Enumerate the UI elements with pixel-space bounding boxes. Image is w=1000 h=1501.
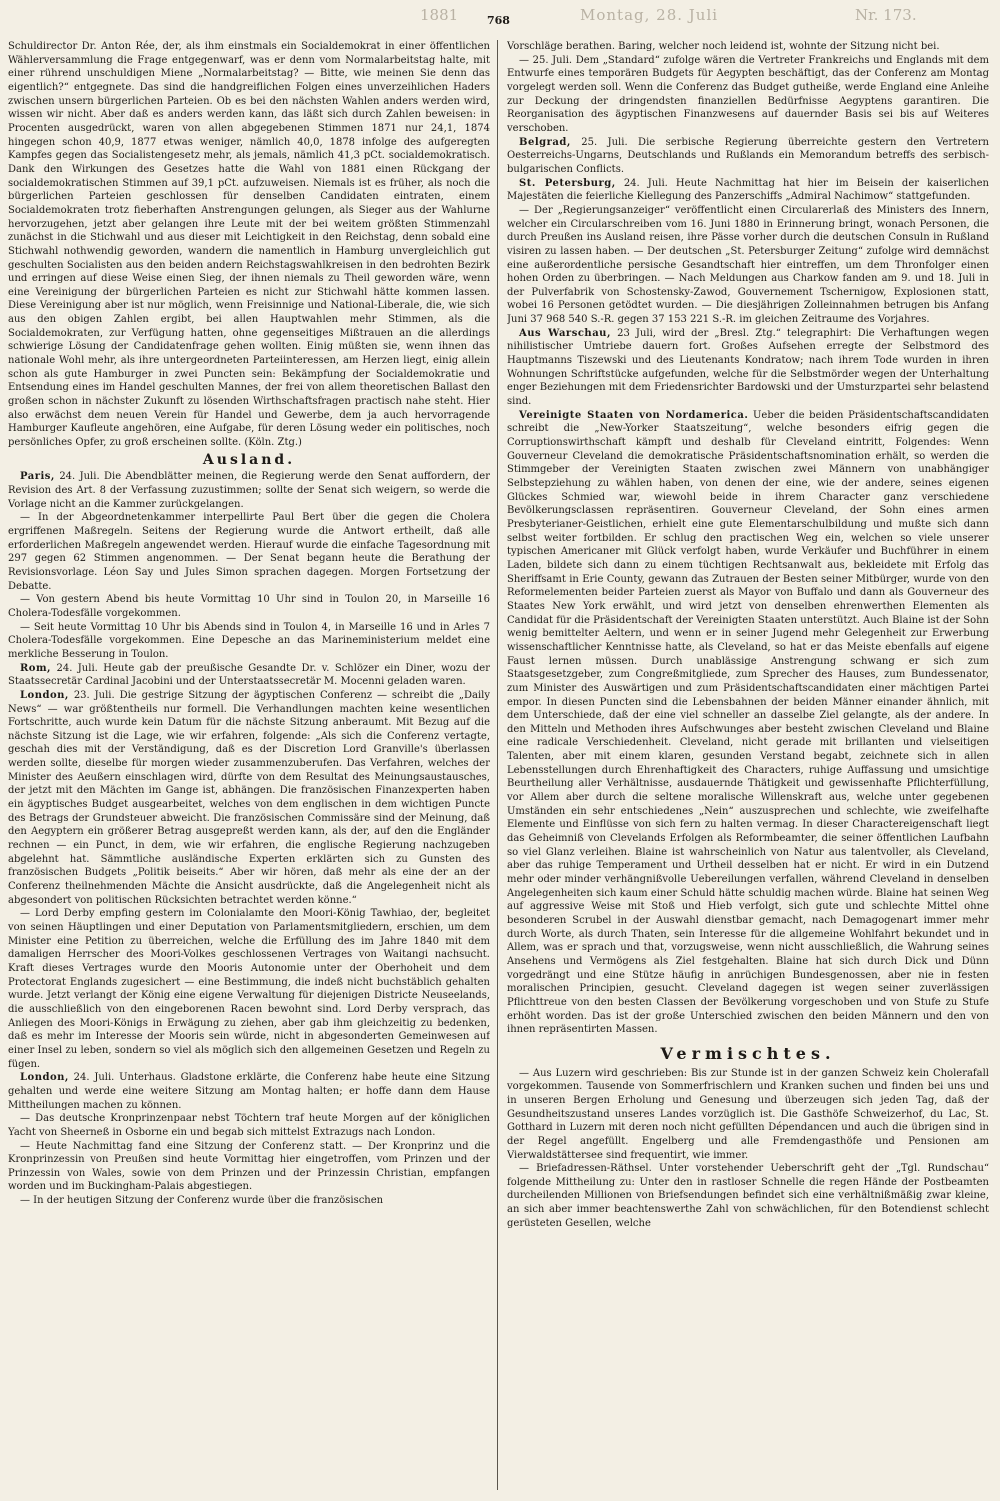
dispatch-london-standard: — 25. Juli. Dem „Standard“ zufolge wären die Vertreter Frankreichs und Englands mit dem Entwurfe eines temporären Budgets für Aegypten beschäftigt, das der Conferenz am Montag vorgelegt werden soll. Wenn die Conferenz das Budget gutheiße, werde England eine Anleihe zur Deckung der dringendsten finanziellen Bedürfnisse Aegyptens garantiren. Die Reorganisation des ägyptischen Finanzwesens auf dauernder Basis sei bis auf Weiteres verschoben.	[507, 54, 989, 134]
dispatch-london-continued: — In der heutigen Sitzung der Conferenz wurde über die französischen	[20, 1195, 384, 1207]
dispatch-united-states	[507, 409, 989, 1037]
dispatch-paris	[8, 470, 490, 511]
right-column	[507, 40, 989, 1492]
dateline-paris: Paris,	[20, 471, 55, 483]
dateline-london: London,	[20, 689, 69, 701]
dateline-london-2: London,	[20, 1072, 69, 1084]
dispatch-paris-chamber: — In der Abgeordnetenkammer interpellirte Paul Bert über die gegen die Cholera ergriffenen Maßregeln. Seitens der Regierung wurde die Antwort ertheilt, daß alle erforderlichen Maßregeln angewendet werden. Hierauf wurde die einfache Tagesordnung mit 297 gegen 62 Stimmen angenommen. — Der Senat begann heute die Berathung der Revisionsvorlage. Léon Say und Jules Simon sprachen dagegen. Morgen Fortsetzung der Debatte.	[8, 512, 490, 592]
dateline-united-states: Vereinigte Staaten von Nordamerica.	[519, 409, 749, 421]
dispatch-paris-cholera: — Seit heute Vormittag 10 Uhr bis Abends sind in Toulon 4, in Marseille 16 und in Arles 7 Cholera-Todesfälle vorgekommen. Eine Depesche an das Marineministerium meldet eine merkliche Besserung in Toulon.	[8, 621, 490, 660]
dispatch-warsaw-text: 23 Juli, wird der „Bresl. Ztg.“ telegraphirt: Die Verhaftungen wegen nihilistischer Umtriebe dauern fort. Großes Aufsehen erregte der Selbstmord des Hauptmanns Tiszewski und des Lieutenants Kondratow; nach ihrem Tode wurden in ihren Wohnungen Schriftstücke aufgefunden, welche für die Selbstmörder wegen der Unterhaltung enger Beziehungen mit dem Friedensrichter Bardowski und der Umsturzpartei sehr belastend sind.	[507, 327, 989, 408]
left-column	[8, 40, 490, 1492]
dispatch-london-baring: Vorschläge berathen. Baring, welcher noch leidend ist, wohnte der Sitzung nicht bei.	[507, 41, 940, 52]
dispatch-united-states-text: Ueber die beiden Präsidentschaftscandidaten schreibt die „New-Yorker Staatszeitung“, welche besonders eifrig gegen die Corruptionswirthschaft kämpft und deshalb für Cleveland eintritt, Folgendes: Wenn Gouverneur Cleveland die demokratische Präsidentschaftsnomination erhält, so werden die Stimmgeber der Vereinigten Staaten zwischen zwei Männern von unabhängiger Selbstерziehung zu wählen haben, von denen der eine, wie der andere, seines eigenen Glückes Schmied war, wiewohl beide in ihrem Character ganz verschiedene Bevölkerungsclassen repräsentiren. Gouverneur Cleveland, der Sohn eines armen Presbyterianer-Geistlichen, erhielt eine gute Elementarschulbildung und mußte sich dann selbst weiter fortbilden. Er schlug den practischen Weg ein, welchen so viele unserer typischen Americaner mit Glück verfolgt haben, wurde Verkäufer und Buchführer in einem Laden, bildete sich dann zu einem tüchtigen Rechtsanwalt aus, bekleidete mit Erfolg das Sheriffsamt in Erie County, gewann das Zutrauen der Besten seiner Mitbürger, wurde von den Reformelementen beider Parteien zuerst als Mayor von Buffalo und dann als Gouverneur des Staates New York erwählt, und wird jetzt von denselben ehrenwerthen Elementen als Candidat für die Präsidentschaft der Vereinigten Staaten unterstützt. Auch Blaine ist der Sohn wenig bemittelter Aeltern, und wenn er in seiner Jugend mehr Gelegenheit zur Erwerbung wissenschaftlicher Kenntnisse hatte, als Cleveland, so hat er das Meiste ebenfalls auf eigene Faust lernen müssen. Durch unablässige Anstrengung schwang er sich zum Staatsgesetzgeber, zum Congreßmitgliede, zum Sprecher des Hauses, zum Bundessenator, zum Minister des Auswärtigen und zum Präsidentschaftscandidaten einer mächtigen Partei empor. In diesen Puncten sind die Lebensbahnen der beiden Männer einander ähnlich, mit dem Unterschiede, daß der eine viel schneller an dasselbe Ziel gelangte, als der andere. In den Mitteln und Methoden ihres Aufschwunges aber besteht zwischen Cleveland und Blaine eine radicale Verschiedenheit. Cleveland, nicht gerade mit brillanten und vielseitigen Talenten, aber mit einem klaren, gesunden Verstand begabt, zeichnete sich in allen Lebensstellungen durch Ehrenhaftigkeit des Characters, ruhige Auffassung und umsichtige Beurtheilung aller Verhältnisse, ausdauernde Thätigkeit und gewissenhafte Pflichterfüllung, vor Allem aber durch die seltene moralische Willenskraft aus, welche unter gegebenen Umständen ein sehr entschiedenes „Nein“ auszusprechen und schlechte, wie zweifelhafte Elemente und Einflüsse von sich fern zu halten vermag. In dieser Charactereigenschaft liegt das Geheimniß von Clevelands Erfolgen als Reformbeamter, die seiner öffentlichen Laufbahn so viel Glanz verleihen. Blaine ist wahrscheinlich von Natur aus talentvoller, als Cleveland, aber das ruhige Temperament und Urtheil desselben hat er nicht. Er wird in ein Dutzend mehr oder minder verhängnißvolle Uebereilungen verfallen, während Cleveland in denselben Angelegenheiten sich kaum einer Schuld hätte schuldig machen würde. Blaine hat seinen Weg auf aggressive Weise mit Stoß und Hieb verfolgt, sich gute und schlechte Mittel ohne besonderen Scrubel in der Auswahl dienstbar gemacht, nach Demagogenart immer mehr durch Worte, als durch Thaten, sein Interesse für die allgemeine Wohlfahrt bekundet und in Allem, was er sprach und that, vorzugsweise, wenn nicht ausschließlich, die Wahrung seines Ansehens und Vermögens als Ziel festgehalten. Blaine hat sich durch Dick und Dünn vorgedrängt und eine Stütze häufig in anrüchigen Bundesgenossen, aber nie in festen moralischen Principien, gesucht. Cleveland dagegen ist wegen seiner zuverlässigen Pflichttreue von den besten Classen der Bevölkerung vorgeschoben und von Stufe zu Stufe erhöht worden. Das ist der große Unterschied zwischen den beiden Männern und den von ihnen repräsentirten Massen.	[507, 409, 989, 1036]
dispatch-st-petersburg	[507, 177, 989, 204]
dispatch-warsaw	[507, 327, 989, 409]
page-number: 768	[487, 14, 510, 27]
faded-year: 1881	[420, 6, 459, 24]
dispatch-london-commons-text: 24. Juli. Unterhaus. Gladstone erklärte, die Conferenz habe heute eine Sitzung gehalten und werde eine weitere Sitzung am Montag halten; er hoffe dann dem Hause Mittheilungen machen zu können.	[8, 1072, 490, 1111]
dispatch-paris-text: 24. Juli. Die Abendblätter meinen, die Regierung werde den Senat auffordern, der Revision des Art. 8 der Verfassung zuzustimmen; sollte der Senat sich weigern, so werde die Vorlage nicht an die Kammer zurückgelangen.	[8, 471, 490, 510]
dispatch-paris-toulon: — Von gestern Abend bis heute Vormittag 10 Uhr sind in Toulon 20, in Marseille 16 Cholera-Todesfälle vorgekommen.	[8, 594, 490, 619]
dateline-rome: Rom,	[20, 662, 52, 674]
dispatch-london-derby: — Lord Derby empfing gestern im Colonialamte den Moori-König Tawhiao, der, begleitet von seinen Häuptlingen und einer Deputation von Parlamentsmitgliedern, erschien, um dem Minister eine Petition zu überreichen, welche die Erfüllung des im Jahre 1840 mit dem damaligen Herrscher des Moori-Volkes geschlossenen Vertrages von Waitangi nachsucht. Kraft dieses Vertrages wurde den Mooris Autonomie unter der Oberhoheit und dem Protectorat Englands zugesichert — eine Bestimmung, die indeß nicht buchstäblich gehalten wurde. Jetzt verlangt der König eine eigene Verwaltung für diejenigen Districte Neuseelands, die ausschließlich von den eingeborenen Racen bewohnt sind. Lord Derby versprach, das Anliegen des Moori-Königs in Erwägung zu ziehen, aber gab ihm gleichzeitig zu bedenken, daß es mehr im Interesse der Mooris sein würde, nicht in abgesonderten Gemeinwesen auf einer Insel zu leben, sondern so viel als möglich sich den allgemeinen Gesetzen und Regeln zu fügen.	[8, 908, 490, 1070]
section-heading-ausland: Ausland.	[202, 451, 296, 468]
dispatch-belgrade	[507, 136, 989, 177]
dispatch-st-petersburg-notes: — Der „Regierungsanzeiger“ veröffentlicht einen Circularerlaß des Ministers des Innern, welcher ein Circularschreiben vom 16. Juni 1880 in Erinnerung bringt, wonach Personen, die durch Preußen ins Ausland reisen, ihre Pässe vorher durch die deutschen Consuln in Rußland visiren zu lassen haben. — Der deutschen „St. Petersburger Zeitung“ zufolge wird demnächst eine außerordentliche persische Gesandtschaft hier eintreffen, um dem Thronfolger einen hohen Orden zu überbringen. — Nach Meldungen aus Charkow fanden am 9. und 18. Juli in der Pulverfabrik von Schostensky-Zawod, Gouvernement Tschernigow, Explosionen statt, wobei 16 Personen getödtet wurden. — Die diesjährigen Zolleinnahmen betrugen bis Anfang Juni 37 968 540 S.-R. gegen 37 153 221 S.-R. im gleichen Zeitraume des Vorjahres.	[507, 204, 989, 326]
dispatch-st-petersburg-text: 24. Juli. Heute Nachmittag hat hier im Beisein der kaiserlichen Majestäten die feierliche Kiellegung des Panzerschiffs „Admiral Nachimow“ stattgefunden.	[507, 177, 989, 203]
column-divider	[497, 40, 498, 1490]
running-header	[0, 4, 1000, 30]
dispatch-london-crown-prince: — Das deutsche Kronprinzenpaar nebst Töchtern traf heute Morgen auf der königlichen Yacht von Sheerneß in Osborne ein und begab sich mittelst Extrazugs nach London.	[8, 1113, 490, 1138]
dispatch-london-text: 23. Juli. Die gestrige Sitzung der ägyptischen Conferenz — schreibt die „Daily News“ — war größtentheils nur formell. Die Verhandlungen machten keine wesentlichen Fortschritte, auch wurde kein Datum für die nächste Sitzung anberaumt. Mit Bezug auf die nächste Sitzung ist die Lage, wie wir erfahren, folgende: „Als sich die Conferenz vertagte, geschah dies mit der Verständigung, daß es der Discretion Lord Granville's überlassen werden sollte, dieselbe für morgen wieder zusammenzuberufen. Das Verfahren, welches der Minister des Aeußern einschlagen wird, dürfte von dem Resultat des Meinungsaustausches, der jetzt mit den Mächten im Gange ist, abhängen. Die französischen Finanzexperten haben ein ägyptisches Budget ausgearbeitet, welches von dem englischen in dem wichtigen Puncte des Betrags der Grundsteuer abweicht. Die französischen Commissäre sind der Meinung, daß den Aegyptern ein größerer Betrag ausgepreßt werden kann, als der, auf den die Engländer rechnen — ein Punct, in dem, wie wir erfahren, die englische Regierung nachzugeben abgelehnt hat. Sämmtliche ausländische Experten erklärten sich zu Gunsten des französischen Budgets „Politik beiseits.“ Aber wir hören, daß mehr als eine der an der Conferenz theilnehmenden Mächte die Ansicht ausdrückte, daß die Angelegenheit nicht als abgesondert von politischen Rücksichten betrachtet werden könne.“	[8, 689, 490, 906]
item-briefadressen: — Briefadressen-Räthsel. Unter vorstehender Ueberschrift geht der „Tgl. Rundschau“ folgende Mittheilung zu: Unter den in rastloser Schnelle die regen Hände der Postbeamten durcheilenden Millionen von Briefsendungen befindet sich eine verhältnißmäßig zwar kleine, an sich aber immer beachtenswerthe Zahl von schwächlichen, für den Botendienst schlecht gerüsteten Gesellen, welche	[507, 1163, 989, 1229]
dispatch-belgrade-text: 25. Juli. Die serbische Regierung überreichte gestern den Vertretern Oesterreichs-Ungarns, Deutschlands und Rußlands ein Memorandum betreffs des serbisch-bulgarischen Conflicts.	[507, 136, 989, 175]
dispatch-london-commons	[8, 1071, 490, 1112]
section-heading-vermischtes: Vermischtes.	[660, 1043, 836, 1063]
dispatch-rome	[8, 662, 490, 689]
dispatch-london-conference-session: — Heute Nachmittag fand eine Sitzung der Conferenz statt. — Der Kronprinz und die Kronprinzessin von Preußen sind heute Vormittag hier eingetroffen, vom Prinzen und der Prinzessin von Wales, sowie von dem Prinzen und der Prinzessin Christian, empfangen worden und im Buckingham-Palais abgestiegen.	[8, 1140, 490, 1193]
faded-issue-number: Nr. 173.	[855, 6, 917, 24]
dateline-st-petersburg: St. Petersburg,	[519, 177, 616, 189]
dispatch-rome-text: 24. Juli. Heute gab der preußische Gesandte Dr. v. Schlözer ein Diner, wozu der Staatssecretär Cardinal Jacobini und der Unterstaatssecretär M. Mocenni geladen waren.	[8, 662, 490, 688]
dateline-belgrade: Belgrad,	[519, 136, 571, 148]
faded-date: Montag, 28. Juli	[580, 6, 719, 24]
article-hamburg-elections: Schuldirector Dr. Anton Rée, der, als ihm einstmals ein Socialdemokrat in einer öffentlichen Wählerversammlung die Frage entgegenwarf, was er denn vom Normalarbeitstag halte, mit einer rührend unschuldigen Miene „Normalarbeitstag? — Bitte, wie meinen Sie denn das eigentlich?“ entgegnete. Das sind die handgreiflichen Folgen eines unverzeihlichen Haders zwischen unsern bürgerlichen Parteien. Ob es bei den nächsten Wahlen anders werden wird, wissen wir nicht. Aber daß es anders werden kann, das läßt sich durch Zahlen beweisen: in Procenten ausgedrückt, waren von allen abgegebenen Stimmen 1871 nur 24,1, 1874 hingegen schon 40,9, 1877 etwas weniger, nämlich 40,0, 1878 infolge des aufgeregten Kampfes gegen das Socialistengesetz mehr, als jemals, nämlich 41,3 pCt. socialdemokratisch. Dank den Wirkungen des Gesetzes hatte die Wahl von 1881 einen Rückgang der socialdemokratischen Stimmen auf 39,1 pCt. aufzuweisen. Niemals ist es früher, als noch die bürgerlichen Parteien geschlossen für denselben Candidaten eintraten, einem Socialdemokraten trotz fieberhaften Anstrengungen gelungen, als Sieger aus der Wahlurne hervorzugehen, jetzt aber gelangen ihre Leute mit der bei weitem größten Stimmenzahl zunächst in die Stichwahl und aus dieser mit Leichtigkeit in den Reichstag, denn sobald eine Stichwahl nothwendig geworden, wandern die namentlich in Hamburg unverglеichlich gut geschulten Socialisten aus den beiden andern Reichstagswahlkreisen in den bedrohten Bezirk und erringen auf diese Weise einen Sieg, der ihnen niemals zu Theil geworden wäre, wenn eine Vereinigung der bürgerlichen Parteien es nicht zur Stichwahl hätte kommen lassen. Diese Vereinigung aber ist nur möglich, wenn Freisinnige und National-Liberale, die, wie sich aus den obigen Zahlen ergibt, bei allen Hauptwahlen mehr Stimmen, als die Socialdemokraten, zur Verfügung hatten, ohne gegenseitiges Mißtrauen an die allerdings schwierige Lösung der Candidatenfrage gehen wollten. Einig müßten sie, wenn ihnen das nationale Wohl mehr, als ihre untergeordneten Parteiinteressen, am Herzen liegt, einig allein schon als gute Hamburger in zwei Puncten sein: Bekämpfung der Socialdemokratie und Entsendung eines im Handel geschulten Mannes, der frei von allem theoretischen Ballast den großen schon in nächster Zukunft zu lösenden Wirthschaftsfragen practisch nahe steht. Hier also erwächst dem neuen Verein für Handel und Gewerbe, dem ja auch hervorragende Hamburger Kaufleute angehören, eine Aufgabe, für deren Lösung weder ein politisches, noch persönliches Opfer, zu groß erscheinen sollte. (Köln. Ztg.)	[8, 41, 490, 449]
dateline-warsaw: Aus Warschau,	[519, 327, 611, 339]
item-luzern: — Aus Luzern wird geschrieben: Bis zur Stunde ist in der ganzen Schweiz kein Cholerafall vorgekommen. Tausende von Sommerfrischlern und Kranken suchen und finden bei uns und in unseren Bergen Erholung und Genesung und überzeugen sich jeden Tag, daß der Gesundheitszustand unseres Landes vorzüglich ist. Die Gasthöfe Schweizerhof, du Lac, St. Gotthard in Luzern mit deren noch nicht gefüllten Dépendancen und auch die übrigen sind in der Regel angefüllt. Engelberg und alle Fremdengasthöfe und Pensionen am Vierwaldstättersee sind frequentirt, wie immer.	[507, 1067, 989, 1161]
dispatch-london-conference	[8, 689, 490, 908]
